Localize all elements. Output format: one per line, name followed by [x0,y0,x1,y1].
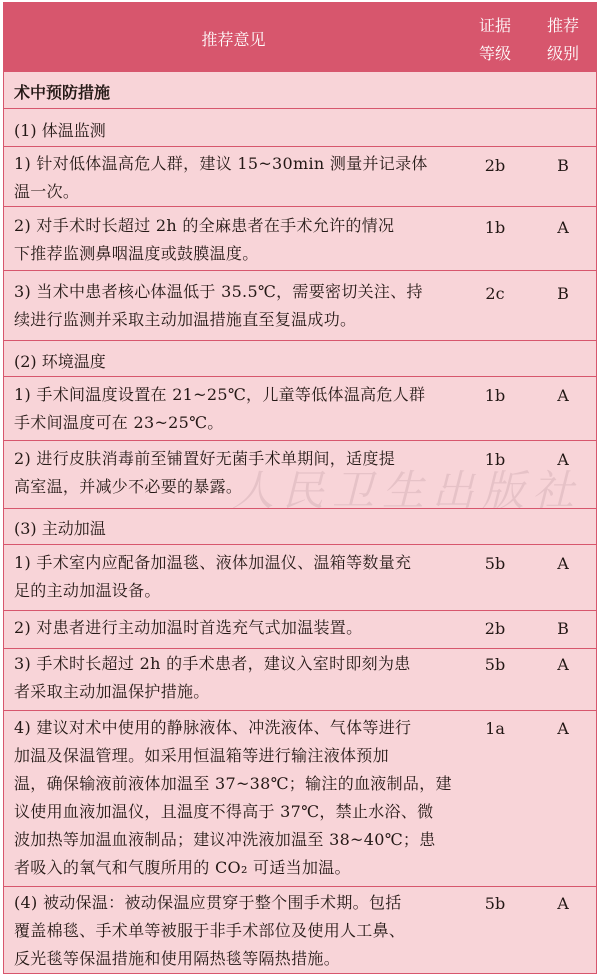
table-row [4,710,596,886]
recommend-grade: A [557,554,569,573]
table-row [4,206,596,270]
table-row [4,886,596,972]
recommendation-text: 2) 进行皮肤消毒前至铺置好无菌手术单期间，适度提 高室温，并减少不必要的暴露。 [14,449,396,496]
table-row [4,610,596,648]
evidence-level: 5b [484,894,506,913]
recommend-grade: B [557,156,569,175]
evidence-level: 2c [485,284,505,303]
recommendation-text: 4) 建议对术中使用的静脉液体、冲洗液体、气体等进行 加温及保温管理。如采用恒温箱等进行输注液体预加 温，确保输液前液体加温至 37~38℃；输注的血液制品，建 议使用血液加温仪，且温度不得高于 37℃，禁止水浴、微 波加热等加温血液制品；建议冲洗液加温至 38~40℃；患 者吸入的氧气和气腹所用的 CO₂ 可适当加温。 [14,718,452,877]
recommendation-text: 3) 手术时长超过 2h 的手术患者，建议入室时即刻为患 者采取主动加温保护措施。 [14,654,411,701]
recommendation-text: 1) 手术间温度设置在 21~25℃，儿童等低体温高危人群 手术间温度可在 23~25℃。 [14,385,426,432]
table-row [4,544,596,610]
recommendation-text: 3) 当术中患者核心体温低于 35.5℃，需要密切关注、持 续进行监测并采取主动加温措施直至复温成功。 [14,282,423,329]
header-grade-1: 推荐 [546,16,579,35]
group-title: (1) 体温监测 [14,121,106,140]
recommend-grade: A [557,894,569,913]
recommend-grade: A [557,386,569,405]
group-row [4,108,596,146]
evidence-level: 5b [484,655,506,674]
header-grade-2: 级别 [546,44,579,63]
evidence-level: 2b [484,619,506,638]
recommend-grade: A [557,719,569,738]
evidence-level: 5b [484,554,506,573]
evidence-level: 1b [484,386,506,405]
recommendation-text: 1) 针对低体温高危人群，建议 15~30min 测量并记录体 温一次。 [14,154,428,201]
publisher-watermark: 人民卫生出版社 [232,466,583,515]
section-row [4,72,596,108]
recommendation-text: (4) 被动保温：被动保温应贯穿于整个围手术期。包括 覆盖棉毯、手术单等被服于非手术部位及使用人工鼻、 反光毯等保温措施和使用隔热毯等隔热措施。 [14,893,406,968]
recommend-grade: B [557,619,569,638]
group-row [4,340,596,376]
evidence-level: 1a [485,719,505,738]
table-header [4,2,596,72]
recommend-grade: A [557,655,569,674]
header-evidence-1: 证据 [478,16,511,35]
table-row [4,270,596,340]
evidence-level: 2b [484,156,506,175]
header-recommendation: 推荐意见 [201,30,266,49]
table-row [4,376,596,440]
evidence-level: 1b [484,218,506,237]
recommendation-text: 1) 手术室内应配备加温毯、液体加温仪、温箱等数量充 足的主动加温设备。 [14,553,412,600]
recommend-grade: A [557,450,569,469]
table-row [4,648,596,710]
section-title: 术中预防措施 [14,83,111,102]
group-title: (2) 环境温度 [14,352,106,371]
evidence-level: 1b [484,450,506,469]
recommend-grade: A [557,218,569,237]
table-row [4,146,596,206]
header-evidence-2: 等级 [478,44,511,63]
group-title: (3) 主动加温 [14,519,106,538]
recommend-grade: B [557,284,569,303]
recommendation-text: 2) 对患者进行主动加温时首选充气式加温装置。 [14,618,363,637]
recommendation-text: 2) 对手术时长超过 2h 的全麻患者在手术允许的情况 下推荐监测鼻咽温度或鼓膜温度。 [14,216,395,263]
